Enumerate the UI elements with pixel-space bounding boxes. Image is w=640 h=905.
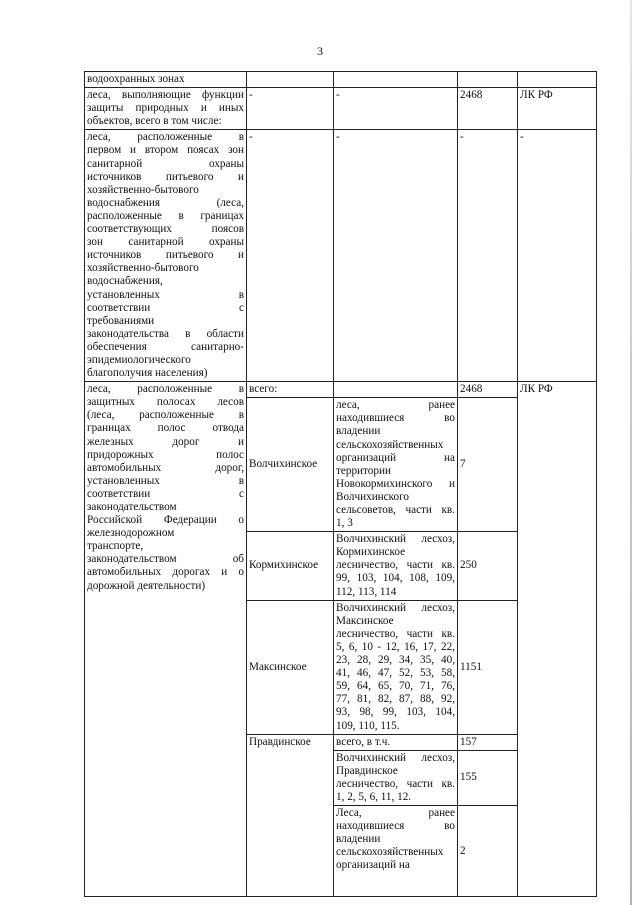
cell-text-line: хозяйственно-бытового (87, 262, 199, 275)
scan-edge-shadow (630, 0, 632, 905)
cell-text-line: сельскохозяйственных (336, 438, 444, 451)
cell-text-line: объектов, всего в том числе: (87, 115, 222, 128)
cell-text-line: Волчихинский лесхоз, (336, 601, 455, 614)
cell-text-line: автомобильных дорогах и о (87, 566, 244, 579)
table-cell: - (247, 130, 334, 382)
cell-text-line: 5, 6, 10 - 12, 16, 17, 22, (336, 640, 455, 653)
table-cell: 157 (458, 734, 518, 750)
cell-text-line: территории (336, 464, 391, 477)
cell-text-line: (леса, расположенные в (87, 409, 244, 422)
table-cell: всего: (247, 382, 334, 398)
table-cell (247, 72, 334, 88)
cell-text-line: 99, 103, 104, 108, 109, (336, 572, 455, 585)
cell-text-line: лесничество, части кв. (336, 777, 455, 790)
table-cell: 7 (458, 398, 518, 532)
table-row (85, 130, 597, 382)
table-cell: 250 (458, 532, 518, 600)
cell-text-line: 112, 113, 114 (336, 585, 397, 598)
table-cell (334, 72, 458, 88)
cell-text-line: 1, 2, 5, 6, 11, 12. (336, 790, 412, 803)
cell-text-line: требованиями (87, 314, 155, 327)
cell-text-line: источников питьевого и (87, 249, 244, 262)
cell-text-line: защитных полосах лесов (87, 396, 244, 409)
cell-text-line: 93, 98, 99, 103, 104, (336, 706, 455, 719)
cell-text-line: Правдинское (336, 764, 398, 777)
cell-text-line: обеспечения санитарно- (87, 340, 244, 353)
table-cell: Правдинское (247, 734, 334, 896)
forest-table (84, 71, 597, 897)
cell-text-line: автомобильных дорог, (87, 461, 244, 474)
table-cell (334, 806, 458, 897)
cell-text-line: соответствии с (87, 487, 244, 500)
table-cell: Кормихинское (247, 532, 334, 600)
table-cell: 1151 (458, 600, 518, 734)
table-row (85, 88, 597, 130)
cell-text-line: хозяйственно-бытового (87, 183, 199, 196)
cell-text-line: установленных в (87, 288, 244, 301)
cell-text-line: санитарной охраны (87, 157, 244, 170)
page-number: 3 (317, 44, 323, 58)
cell-text-line: Волчихинского (336, 490, 410, 503)
cell-text-line: эпидемиологического (87, 353, 191, 366)
cell-text-line: защиты природных и иных (87, 102, 244, 115)
table-cell (334, 750, 458, 805)
table-cell: Максинское (247, 600, 334, 734)
table-cell: 2468 (458, 88, 518, 130)
cell-text-line: первом и втором поясах зон (87, 144, 244, 157)
cell-text-line: Новокормихинского и (336, 477, 455, 490)
cell-text-line: 77, 81, 82, 87, 88, 92, (336, 693, 455, 706)
table-cell (334, 600, 458, 734)
cell-text-line: водоснабжения, (87, 275, 163, 288)
table-cell: - (518, 130, 597, 382)
cell-text-line: Леса, ранее (336, 807, 455, 820)
cell-text-line: лесничество, части кв. (336, 559, 455, 572)
table-cell (518, 72, 597, 88)
table-cell (85, 88, 247, 130)
cell-text-line: лесничество, части кв. (336, 627, 455, 640)
cell-text-line: сельскохозяйственных (336, 846, 444, 859)
cell-text-line: 23, 28, 29, 34, 35, 40, (336, 654, 455, 667)
cell-text-line: установленных в (87, 474, 244, 487)
cell-text-line: леса, выполняющие функции (87, 89, 244, 102)
cell-text-line: Максинское (336, 614, 394, 627)
table-cell: - (458, 130, 518, 382)
cell-text-line: законодательства в области (87, 327, 244, 340)
cell-text-line: Российской Федерации о (87, 514, 244, 527)
cell-text-line: леса, расположенные в (87, 383, 244, 396)
table-cell (458, 72, 518, 88)
table-cell: - (247, 88, 334, 130)
cell-text-line: водоснабжения (леса, (87, 196, 244, 209)
cell-text-line: железных дорог и (87, 435, 244, 448)
cell-text-line: организаций на (336, 859, 410, 872)
cell-text-line: леса, расположенные в (87, 131, 244, 144)
cell-text-line: источников питьевого и (87, 170, 244, 183)
table-cell: - (334, 88, 458, 130)
cell-text-line: 1, 3 (336, 517, 353, 530)
cell-text-line: благополучия населения) (87, 367, 208, 380)
table-cell: 155 (458, 750, 518, 805)
cell-text-line: зон санитарной охраны (87, 236, 244, 249)
cell-text-line: соответствии с (87, 301, 244, 314)
cell-text-line: леса, ранее (336, 399, 455, 412)
table-cell: 2 (458, 806, 518, 897)
table-cell (334, 382, 458, 398)
table-cell: водоохранных зонах (85, 72, 247, 88)
cell-text-line: 109, 110, 115. (336, 719, 400, 732)
table-cell: Волчихинское (247, 398, 334, 532)
table-cell (85, 130, 247, 382)
table-cell: - (334, 130, 458, 382)
cell-text-line: придорожных полос (87, 448, 244, 461)
cell-text-line: 41, 46, 47, 52, 53, 58, (336, 667, 455, 680)
cell-text-line: 59, 64, 65, 70, 71, 76, (336, 680, 455, 693)
table-cell (334, 398, 458, 532)
cell-text-line: железнодорожном (87, 527, 175, 540)
cell-text-line: соответствующих поясов (87, 223, 244, 236)
table-row (85, 382, 597, 398)
table-cell: всего, в т.ч. (334, 734, 458, 750)
cell-text-line: владении (336, 425, 381, 438)
cell-text-line: Волчихинский лесхоз, (336, 533, 455, 546)
cell-text-line: находившиеся во (336, 820, 455, 833)
cell-text-line: законодательством (87, 501, 177, 513)
cell-text-line: находившиеся во (336, 412, 455, 425)
cell-text-line: расположенные в границах (87, 209, 244, 222)
cell-text-line: дорожной деятельности) (87, 579, 206, 592)
cell-text-line: Волчихинский лесхоз, (336, 751, 455, 764)
cell-text-line: транспорте, (87, 540, 144, 553)
table-cell: 2468 (458, 382, 518, 398)
table-cell: ЛК РФ (518, 88, 597, 130)
cell-text-line: границах полос отвода (87, 422, 244, 435)
cell-text-line: организаций на (336, 451, 455, 464)
table-row (85, 72, 597, 88)
cell-text-line: законодательством об (87, 553, 244, 566)
table-cell: ЛК РФ (518, 382, 597, 897)
cell-text-line: Кормихинское (336, 546, 406, 559)
cell-text-line: сельсоветов, части кв. (336, 504, 455, 516)
table-cell (85, 382, 247, 897)
cell-text-line: владении (336, 833, 381, 846)
table-cell (334, 532, 458, 600)
